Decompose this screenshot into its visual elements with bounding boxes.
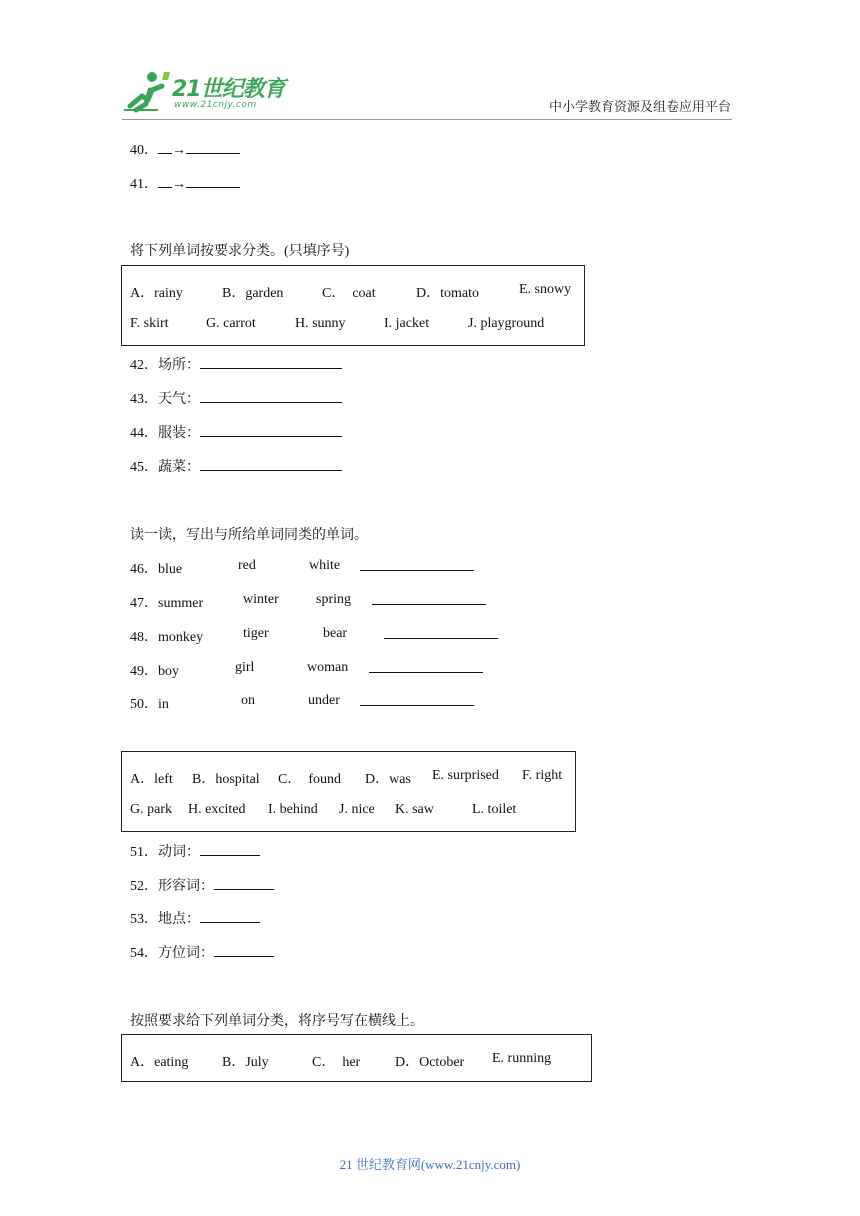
word: tiger — [243, 626, 269, 641]
word-bank-1 — [121, 265, 585, 346]
question-number: 48． — [130, 630, 158, 645]
word-option: I. jacket — [384, 316, 430, 331]
question-label: 场所： — [158, 358, 200, 373]
section2-instruction: 读一读，写出与所给单词同类的单词。 — [130, 528, 368, 543]
word-option: A．eating — [130, 1055, 189, 1070]
word-option: C． her — [312, 1055, 361, 1070]
question-43 — [130, 388, 342, 408]
word: woman — [307, 660, 349, 675]
question-number: 53． — [130, 912, 158, 927]
word: monkey — [158, 630, 204, 645]
word-option: E. surprised — [432, 768, 499, 783]
answer-blank-wrap — [360, 558, 474, 576]
question-47 — [130, 592, 203, 612]
answer-blank[interactable] — [214, 944, 274, 957]
word-option: E. snowy — [519, 282, 572, 297]
word: blue — [158, 562, 183, 577]
question-number: 50． — [130, 697, 158, 712]
word: winter — [243, 592, 279, 607]
answer-blank[interactable] — [369, 660, 483, 673]
question-53 — [130, 908, 260, 928]
page-footer: 21 世纪教育网(www.21cnjy.com) — [339, 1157, 521, 1172]
word-option: H. sunny — [295, 316, 346, 331]
word-option: B．garden — [222, 286, 284, 301]
word-option: D．was — [365, 772, 411, 787]
word-option: J. nice — [339, 802, 375, 817]
answer-blank[interactable] — [158, 175, 172, 188]
word-option: L. toilet — [472, 802, 517, 817]
section4-instruction: 按照要求给下列单词分类，将序号写在横线上。 — [130, 1014, 424, 1029]
answer-blank-wrap — [360, 693, 474, 711]
question-label: 服装： — [158, 426, 200, 441]
question-42 — [130, 354, 342, 374]
question-52 — [130, 875, 274, 895]
word: spring — [316, 592, 351, 607]
question-number: 40． — [130, 143, 158, 158]
question-label: 天气： — [158, 392, 200, 407]
word-option: F. skirt — [130, 316, 169, 331]
arrow: → — [172, 143, 186, 158]
word-bank-2 — [121, 751, 576, 832]
question-number: 42． — [130, 358, 158, 373]
answer-blank[interactable] — [360, 558, 474, 571]
question-54 — [130, 942, 274, 962]
word: in — [158, 697, 169, 712]
answer-blank[interactable] — [360, 693, 474, 706]
site-logo — [122, 70, 292, 114]
question-number: 45． — [130, 460, 158, 475]
question-number: 43． — [130, 392, 158, 407]
word-option: C． found — [278, 772, 341, 787]
word-option: F. right — [522, 768, 563, 783]
word: summer — [158, 596, 204, 611]
question-44 — [130, 422, 342, 442]
word: white — [309, 558, 341, 573]
question-label: 形容词： — [158, 879, 214, 894]
answer-blank[interactable] — [186, 175, 240, 188]
word-option: K. saw — [395, 802, 434, 817]
question-45 — [130, 456, 342, 476]
answer-blank[interactable] — [384, 626, 498, 639]
word-option: A．rainy — [130, 286, 183, 301]
answer-blank[interactable] — [158, 141, 172, 154]
word-option: C． coat — [322, 286, 376, 301]
word-option: B．hospital — [192, 772, 260, 787]
answer-blank[interactable] — [372, 592, 486, 605]
word-option: E. running — [492, 1051, 552, 1066]
word-option: H. excited — [188, 802, 246, 817]
word-option: G. carrot — [206, 316, 256, 331]
question-number: 47． — [130, 596, 158, 611]
logo-text: 21世纪教育 — [172, 77, 285, 102]
runner-logo-icon — [122, 70, 170, 114]
word-option: J. playground — [468, 316, 545, 331]
answer-blank[interactable] — [200, 424, 342, 437]
question-number: 46． — [130, 562, 158, 577]
question-46 — [130, 558, 182, 578]
word-option: B．July — [222, 1055, 269, 1070]
word-option: A．left — [130, 772, 173, 787]
question-number: 49． — [130, 664, 158, 679]
word-bank-3 — [121, 1034, 592, 1082]
question-51 — [130, 841, 260, 861]
arrow: → — [172, 177, 186, 192]
word-option: D．October — [395, 1055, 465, 1070]
answer-blank-wrap — [384, 626, 498, 644]
question-label: 方位词： — [158, 946, 214, 961]
answer-blank[interactable] — [186, 141, 240, 154]
answer-blank[interactable] — [200, 910, 260, 923]
question-label: 地点： — [158, 912, 200, 927]
question-number: 44． — [130, 426, 158, 441]
header-platform-text: 中小学教育资源及组卷应用平台 — [549, 99, 732, 114]
answer-blank[interactable] — [200, 458, 342, 471]
question-50 — [130, 693, 169, 713]
question-label: 动词： — [158, 845, 200, 860]
question-40 — [130, 139, 240, 159]
word-option: I. behind — [268, 802, 318, 817]
section1-instruction: 将下列单词按要求分类。(只填序号) — [130, 244, 350, 259]
question-label: 蔬菜： — [158, 460, 200, 475]
question-number: 51． — [130, 845, 158, 860]
word-option: D．tomato — [416, 286, 479, 301]
question-number: 54． — [130, 946, 158, 961]
header-divider — [122, 119, 732, 120]
answer-blank-wrap — [372, 592, 486, 610]
word: boy — [158, 664, 179, 679]
question-number: 41． — [130, 177, 158, 192]
word: on — [241, 693, 255, 708]
logo-url: www.21cnjy.com — [174, 100, 257, 110]
question-41 — [130, 173, 240, 193]
answer-blank[interactable] — [200, 356, 342, 369]
answer-blank[interactable] — [200, 390, 342, 403]
answer-blank[interactable] — [200, 843, 260, 856]
word: bear — [323, 626, 348, 641]
question-48 — [130, 626, 203, 646]
word: red — [238, 558, 256, 573]
word: girl — [235, 660, 255, 675]
word: under — [308, 693, 340, 708]
question-49 — [130, 660, 179, 680]
answer-blank[interactable] — [214, 877, 274, 890]
answer-blank-wrap — [369, 660, 483, 678]
word-option: G. park — [130, 802, 172, 817]
question-number: 52． — [130, 879, 158, 894]
